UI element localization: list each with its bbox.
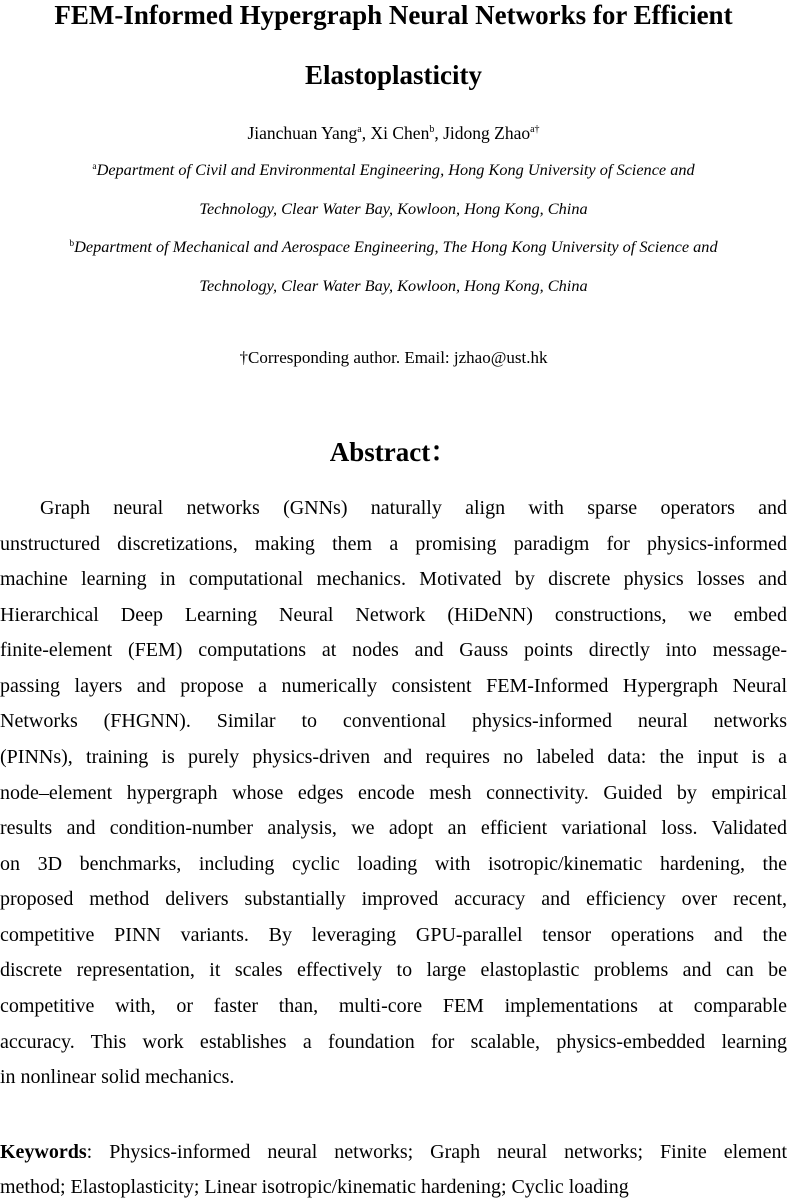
abstract-line: Hierarchical Deep Learning Neural Network (HiDeNN) constructions, we embed: [0, 604, 787, 626]
abstract-line: results and condition-number analysis, we adopt an efficient variational loss. Validated: [0, 817, 787, 839]
abstract-line: on 3D benchmarks, including cyclic loading with isotropic/kinematic hardening, the: [0, 853, 787, 875]
abstract-line: finite-element (FEM) computations at nodes and Gauss points directly into message-: [0, 639, 787, 661]
author-name: Xi Chen: [370, 123, 430, 143]
keywords-line-1: [0, 1140, 787, 1164]
author-separator: ,: [434, 123, 444, 143]
keywords-text: : Physics-informed neural networks; Graph neural networks; Finite element: [86, 1141, 787, 1163]
author-separator: ,: [361, 123, 371, 143]
abstract-line: competitive PINN variants. By leveraging GPU-parallel tensor operations and the: [0, 924, 787, 946]
author-affiliation-mark: a†: [530, 124, 540, 135]
author-list: [0, 122, 787, 144]
paper-title-line-1: FEM-Informed Hypergraph Neural Networks for Efficient: [54, 0, 733, 30]
author-name: Jianchuan Yang: [247, 123, 358, 143]
abstract-line: accuracy. This work establishes a foundation for scalable, physics-embedded learning: [0, 1031, 787, 1053]
abstract-heading: Abstract：: [329, 437, 458, 467]
corresponding-author: †Corresponding author. Email: jzhao@ust.hk: [239, 348, 548, 367]
keywords-label: Keywords: [0, 1141, 87, 1163]
affiliation-text: Department of Civil and Environmental Engineering, Hong Kong University of Science and: [96, 160, 695, 179]
abstract-line: machine learning in computational mechanics. Motivated by discrete physics losses and: [0, 568, 787, 590]
abstract-line: Graph neural networks (GNNs) naturally align with sparse operators and: [40, 497, 787, 519]
affiliation-a-line-1: [0, 159, 787, 181]
abstract-line: discrete representation, it scales effectively to large elastoplastic problems and can be: [0, 959, 787, 981]
affiliation-mark: b: [69, 239, 75, 249]
affiliation-b-line-2: Technology, Clear Water Bay, Kowloon, Hong Kong, China: [199, 276, 588, 295]
keywords-line-2: method; Elastoplasticity; Linear isotropic/kinematic hardening; Cyclic loading: [0, 1176, 629, 1198]
abstract-line: node–element hypergraph whose edges encode mesh connectivity. Guided by empirical: [0, 782, 787, 804]
paper-title-line-2: Elastoplasticity: [304, 60, 482, 90]
abstract-line: passing layers and propose a numerically consistent FEM-Informed Hypergraph Neural: [0, 675, 787, 697]
abstract-line: in nonlinear solid mechanics.: [0, 1066, 235, 1088]
affiliation-text: Department of Mechanical and Aerospace Engineering, The Hong Kong University of Science and: [74, 237, 718, 256]
abstract-line: competitive with, or faster than, multi-core FEM implementations at comparable: [0, 995, 787, 1017]
affiliation-a-line-2: Technology, Clear Water Bay, Kowloon, Hong Kong, China: [199, 199, 588, 218]
abstract-line: unstructured discretizations, making them a promising paradigm for physics-informed: [0, 533, 787, 555]
abstract-line: (PINNs), training is purely physics-driven and requires no labeled data: the input is a: [0, 746, 787, 768]
author-affiliation-mark: b: [429, 124, 435, 135]
affiliation-mark: a: [92, 162, 97, 172]
author-name: Jidong Zhao: [443, 123, 531, 143]
affiliation-b-line-1: [0, 236, 787, 258]
abstract-line: proposed method delivers substantially improved accuracy and efficiency over recent,: [0, 888, 787, 910]
author-affiliation-mark: a: [357, 124, 362, 135]
abstract-line: Networks (FHGNN). Similar to conventional physics-informed neural networks: [0, 710, 787, 732]
